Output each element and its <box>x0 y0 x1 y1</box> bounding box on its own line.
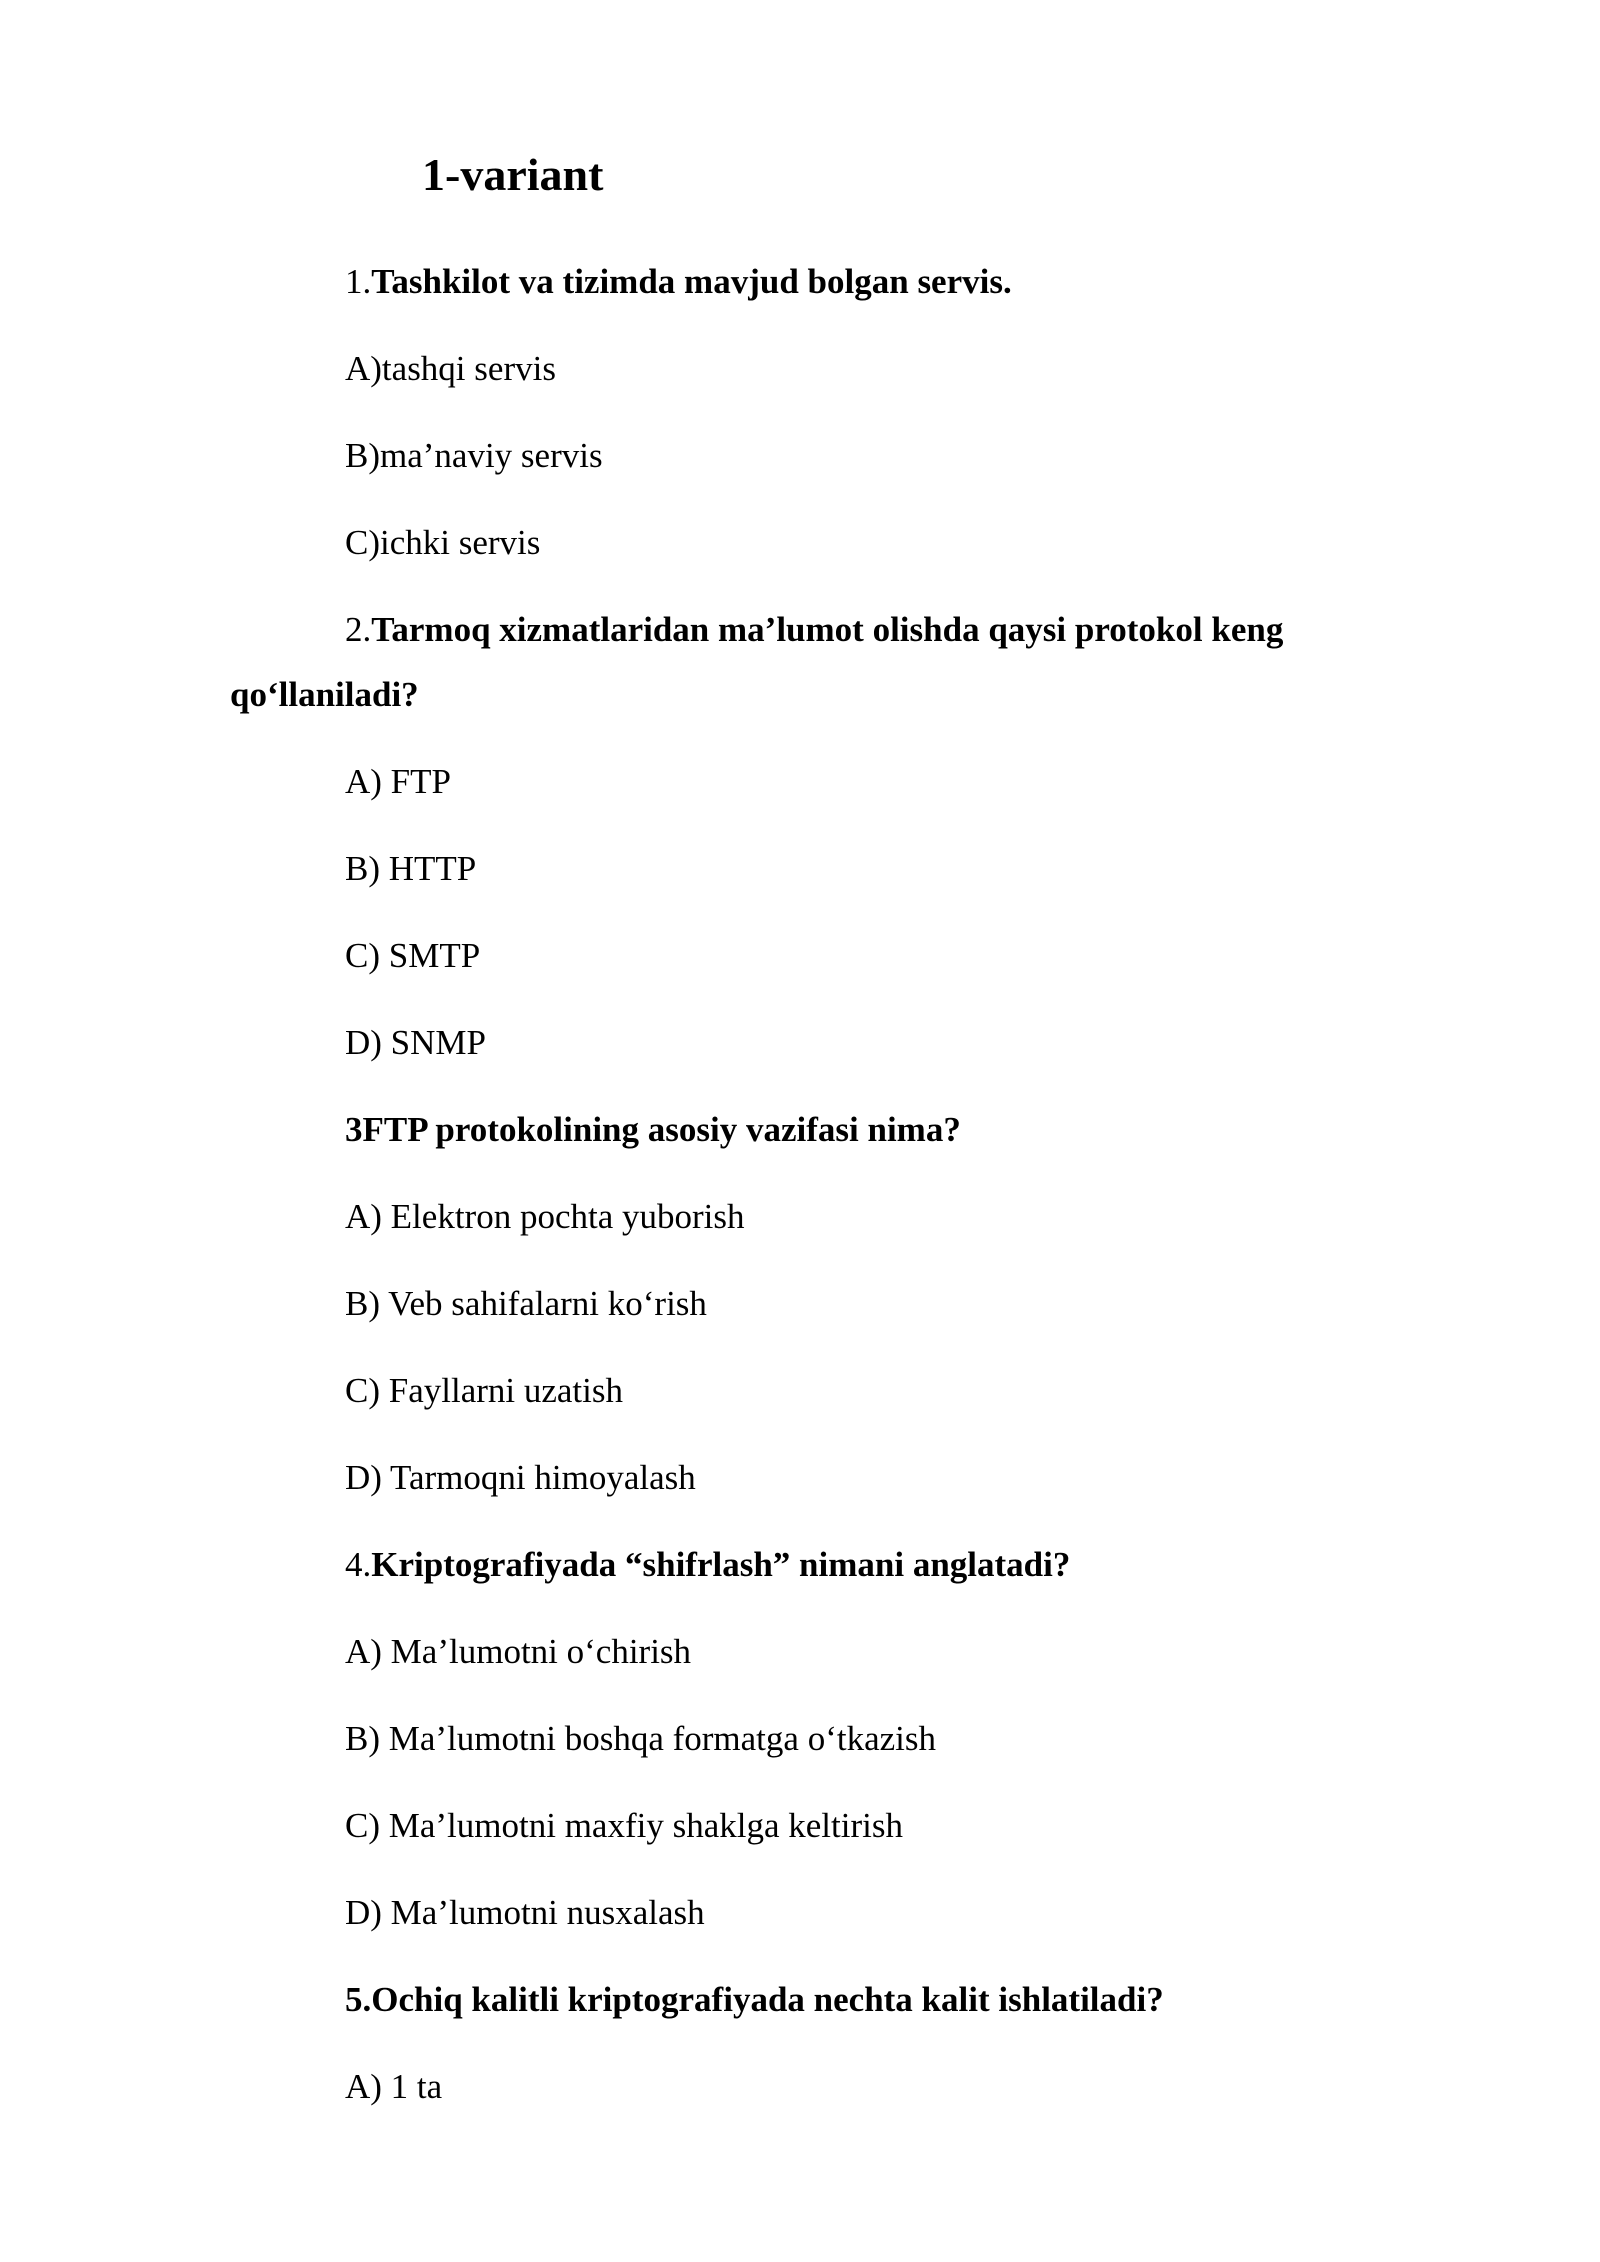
question-text: Kriptografiyada “shifrlash” nimani anglatadi? <box>371 1545 1071 1584</box>
option-a: A) 1 ta <box>345 2067 443 2106</box>
question-number: 2. <box>345 610 372 649</box>
option-c: C)ichki servis <box>345 523 541 562</box>
question-text: Tashkilot va tizimda mavjud bolgan servis. <box>371 262 1012 301</box>
option-d: D) Tarmoqni himoyalash <box>345 1458 696 1497</box>
option-c: C) Fayllarni uzatish <box>345 1371 624 1410</box>
option-b: B) Ma’lumotni boshqa formatga o‘tkazish <box>345 1719 936 1758</box>
question-number: 5. <box>345 1980 372 2019</box>
question-text: FTP protokolining asosiy vazifasi nima? <box>362 1110 961 1149</box>
option-b: B) HTTP <box>345 849 477 888</box>
question-text: Ochiq kalitli kriptografiyada nechta kalit ishlatiladi? <box>371 1980 1164 2019</box>
option-d: D) SNMP <box>345 1023 487 1062</box>
option-c: C) Ma’lumotni maxfiy shaklga keltirish <box>345 1806 903 1845</box>
question-5 <box>345 1982 1164 2017</box>
option-a: A) Elektron pochta yuborish <box>345 1197 745 1236</box>
question-text: Tarmoq xizmatlaridan ma’lumot olishda qaysi protokol keng <box>371 610 1284 649</box>
question-4 <box>345 1547 1070 1582</box>
option-a: A) FTP <box>345 762 451 801</box>
question-number: 4. <box>345 1545 372 1584</box>
question-1 <box>345 264 1012 299</box>
question-number: 3 <box>345 1110 363 1149</box>
option-d: D) Ma’lumotni nusxalash <box>345 1893 705 1932</box>
variant-title: 1-variant <box>422 149 604 200</box>
question-2 <box>345 612 1283 647</box>
option-c: C) SMTP <box>345 936 481 975</box>
option-b: B)ma’naviy servis <box>345 436 603 475</box>
option-a: A)tashqi servis <box>345 349 556 388</box>
option-b: B) Veb sahifalarni ko‘rish <box>345 1284 707 1323</box>
question-2-continuation: qo‘llaniladi? <box>230 675 419 714</box>
question-3 <box>345 1112 961 1147</box>
option-a: A) Ma’lumotni o‘chirish <box>345 1632 692 1671</box>
question-number: 1. <box>345 262 372 301</box>
